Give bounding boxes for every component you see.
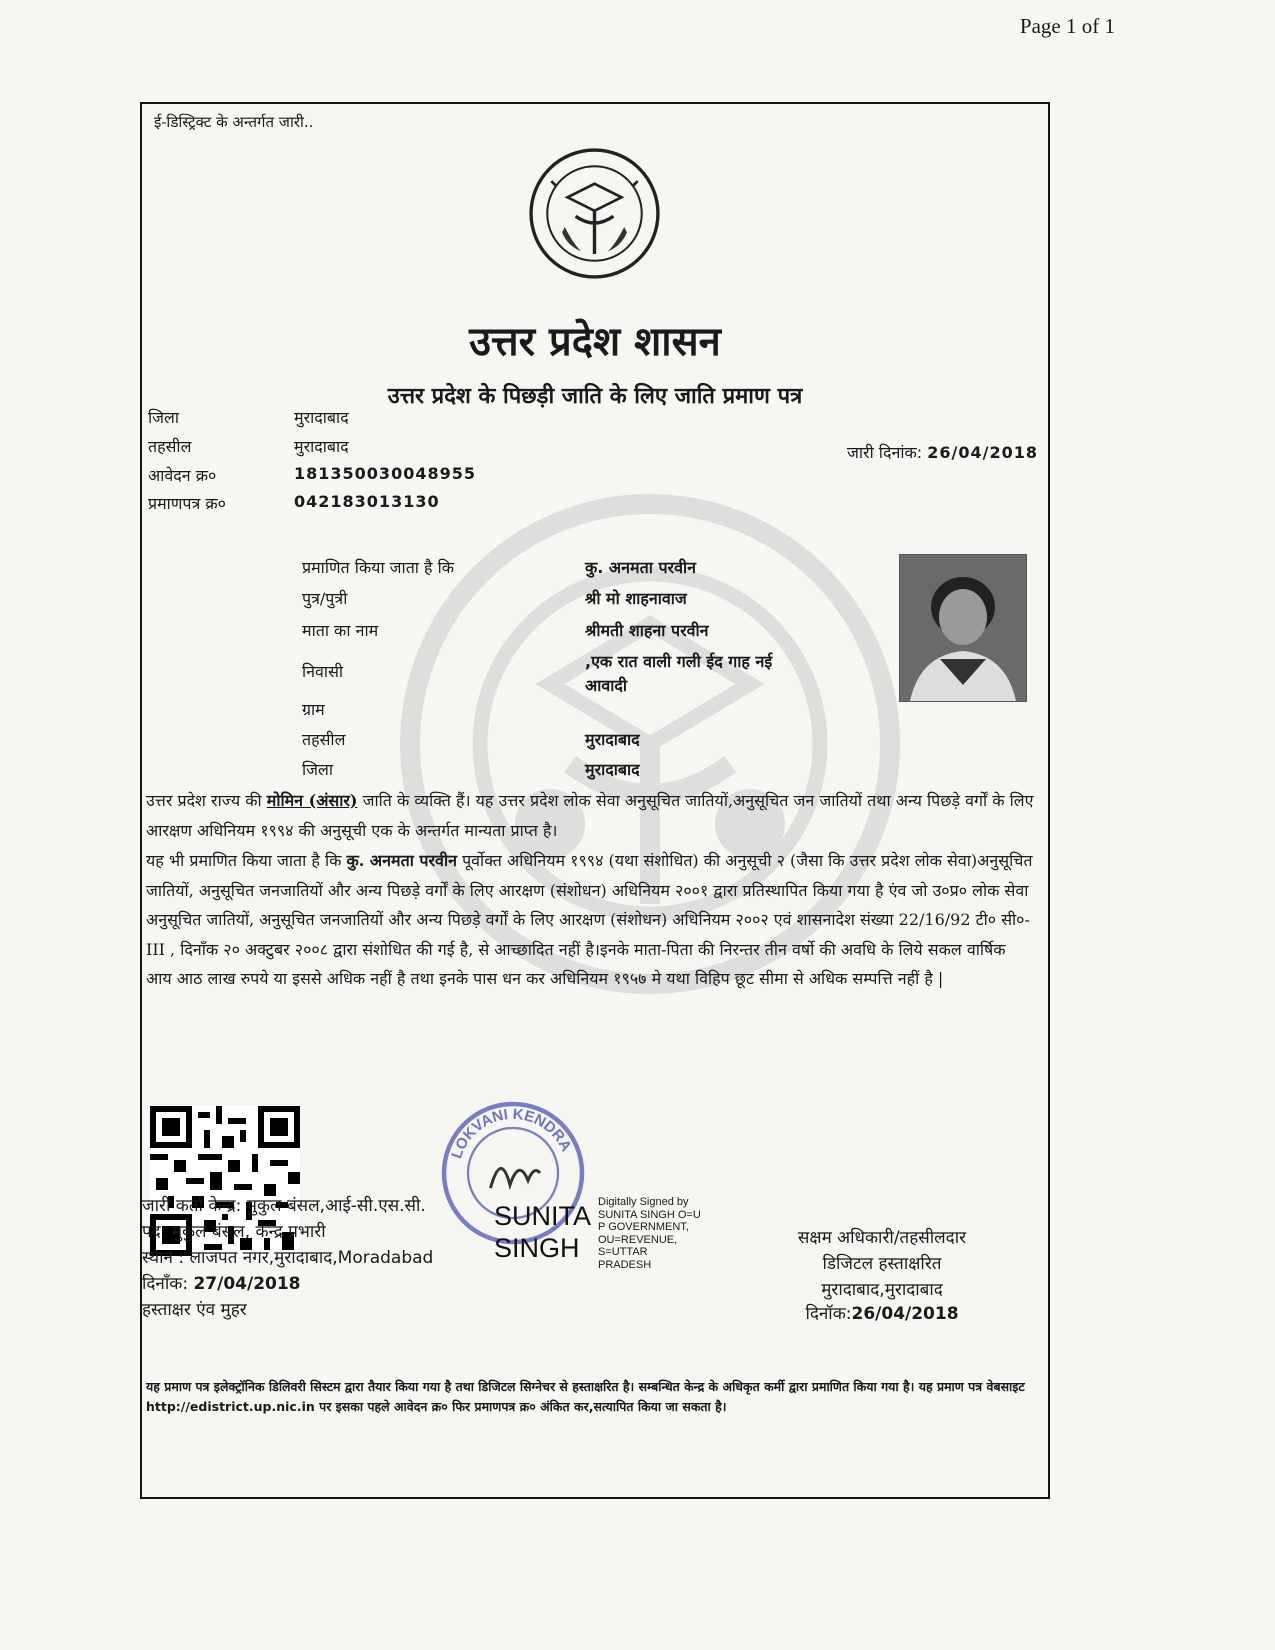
officer-title: सक्षम अधिकारी/तहसीलदार bbox=[797, 1228, 967, 1248]
issuer-date-label: दिनाँक: bbox=[142, 1274, 194, 1294]
mother-name: श्रीमती शाहना परवीन bbox=[585, 621, 709, 640]
issuer-sign-label: हस्ताक्षर एंव मुहर bbox=[142, 1300, 247, 1320]
officer-digital: डिजिटल हस्ताक्षरित bbox=[822, 1254, 942, 1274]
svg-text:LOKVANI KENDRA bbox=[448, 1106, 575, 1161]
applicant-name: कु. अनमता परवीन bbox=[585, 558, 696, 577]
application-number: 181350030048955 bbox=[294, 464, 476, 483]
certificate-subtitle: उत्तर प्रदेश के पिछड़ी जाति के लिए जाति प्रमाण पत्र bbox=[387, 383, 803, 409]
digital-signature-details bbox=[598, 1196, 713, 1271]
signer-name bbox=[494, 1200, 591, 1264]
e-district-note: ई-डिस्ट्रिक्ट के अन्तर्गत जारी.. bbox=[154, 113, 314, 131]
signer-first-name: SUNITA bbox=[494, 1201, 592, 1231]
page-title: उत्तर प्रदेश शासन bbox=[469, 318, 721, 365]
certificate-label: प्रमाणपत्र क्र० bbox=[148, 494, 226, 513]
officer-place: मुरादाबाद,मुरादाबाद bbox=[821, 1280, 943, 1300]
certification-paragraph bbox=[146, 846, 1036, 994]
dsig-line: OU=REVENUE, bbox=[598, 1233, 678, 1246]
issuer-date bbox=[142, 1271, 301, 1294]
cert-para-name: कु. अनमता परवीन bbox=[346, 851, 457, 870]
officer-date-value: 26/04/2018 bbox=[851, 1304, 959, 1324]
caste-para-text-b: जाति के व्यक्ति हैं। यह उत्तर प्रदेश लोक सेवा अनुसूचित जातियों,अनुसूचित जन जातियों तथा अन्य पिछड़े वर्गों के लिए आरक्षण अधिनियम १९९४ की अनुसूची एक के अन्तर्गत मान्यता प्राप्त है। bbox=[146, 791, 1034, 840]
resident-label: निवासी bbox=[302, 662, 344, 681]
signer-last-name: SINGH bbox=[494, 1233, 580, 1263]
dsig-line: S=UTTAR bbox=[598, 1246, 648, 1258]
footer-note: यह प्रमाण पत्र इलेक्ट्रॉनिक डिलिवरी सिस्टम द्वारा तैयार किया गया है तथा डिजिटल सिग्नेचर से हस्ताक्षरित है। सम्बन्धित केन्द्र के अधिकृत कर्मी द्वारा प्रमाणित किया गया है। यह प्रमाण पत्र वेबसाइट http://edistrict.up.nic.in पर इसका पहले आवेदन क्र० फिर प्रमाणपत्र क्र० अंकित कर,सत्यापित किया जा सकता है। bbox=[146, 1379, 1025, 1414]
application-label: आवेदन क्र० bbox=[148, 466, 217, 485]
issuer-date-value: 27/04/2018 bbox=[193, 1274, 301, 1294]
applicant-photo-icon bbox=[900, 555, 1026, 701]
parent-label: पुत्र/पुत्री bbox=[302, 589, 348, 608]
cert-para-text-b: पूर्वोक्त अधिनियम १९९४ (यथा संशोधित) की अनुसूची २ (जैसा कि उत्तर प्रदेश लोक सेवा)अनुसूचित जातियों, अनुसूचित जनजातियों और अन्य पिछड़े वर्गों के लिए आरक्षण (संशोधन) अधिनियम २००१ द्वारा प्रतिस्थापित किया गया है एंव जो उ०प्र० लोक सेवा अनुसूचित जातियों, अनुसूचित जनजातियों और अन्य पिछड़े वर्गों के लिए आरक्षण (संशोधन) अधिनियम २००२ एवं शासनादेश संख्या 22/16/92 टी० सी०-III , दिनाँक २० अक्टुबर २००८ द्वारा संशोधित की गई है, से आच्छादित नहीं है।इनके माता-पिता की निरन्तर तीन वर्षो की अवधि के लिये सकल वार्षिक आय आठ लाख रुपये या इससे अधिक नहीं है तथा इनके पास धन कर अधिनियम १९५७ मे यथा विहिप छूट सीमा से अधिक सम्पत्ति नहीं है | bbox=[146, 851, 1033, 989]
issuer-post: पद: मुकुल बंसल, केन्द्र प्रभारी bbox=[142, 1222, 326, 1242]
caste-para-text-a: उत्तर प्रदेश राज्य की bbox=[146, 791, 267, 810]
applicant-photo bbox=[899, 554, 1027, 702]
certificate-number: 042183013130 bbox=[294, 492, 440, 511]
dsig-line: PRADESH bbox=[598, 1258, 652, 1271]
parent-name: श्री मो शाहनावाज bbox=[585, 589, 687, 608]
issue-date-value: 26/04/2018 bbox=[927, 443, 1038, 462]
detail-district-label: जिला bbox=[302, 760, 334, 779]
tehsil-value: मुरादाबाद bbox=[294, 437, 349, 456]
district-value: मुरादाबाद bbox=[294, 408, 349, 427]
resident-line2: आवादी bbox=[585, 676, 628, 695]
cert-para-text-a: यह भी प्रमाणित किया जाता है कि bbox=[146, 851, 347, 870]
district-label: जिला bbox=[148, 408, 180, 427]
certificate bbox=[140, 102, 1050, 1499]
detail-tehsil-value: मुरादाबाद bbox=[585, 730, 640, 749]
issue-date-label: जारी दिनांक: bbox=[847, 443, 923, 462]
dsig-line: Digitally Signed by bbox=[598, 1196, 689, 1208]
stamp-text: LOKVANI KENDRA bbox=[448, 1105, 575, 1161]
dsig-line: P GOVERNMENT, bbox=[598, 1221, 689, 1233]
issuer-place: स्थान : लाजपत नगर,मुरादाबाद,Moradabad bbox=[142, 1248, 434, 1268]
certified-label: प्रमाणित किया जाता है कि bbox=[302, 558, 455, 577]
resident-line1: ,एक रात वाली गली ईद गाह नई bbox=[585, 652, 773, 671]
caste-name: मोमिन (अंसार) bbox=[266, 791, 358, 810]
mother-label: माता का नाम bbox=[302, 621, 379, 640]
issue-date bbox=[847, 441, 1038, 463]
issuer-centre: जारी कर्ता केन्द्र: मुकुल बंसल,आई-सी.एस.सी. bbox=[142, 1196, 426, 1216]
up-emblem-icon bbox=[527, 146, 662, 281]
caste-paragraph bbox=[146, 786, 1036, 845]
tehsil-label: तहसील bbox=[148, 437, 192, 456]
detail-district-value: मुरादाबाद bbox=[585, 760, 640, 779]
village-label: ग्राम bbox=[302, 700, 325, 719]
dsig-line: SUNITA SINGH O=U bbox=[598, 1208, 701, 1221]
detail-tehsil-label: तहसील bbox=[302, 730, 346, 749]
officer-date bbox=[732, 1301, 1032, 1324]
page-number: Page 1 of 1 bbox=[1019, 14, 1115, 38]
officer-date-label: दिनॉक: bbox=[805, 1304, 852, 1324]
